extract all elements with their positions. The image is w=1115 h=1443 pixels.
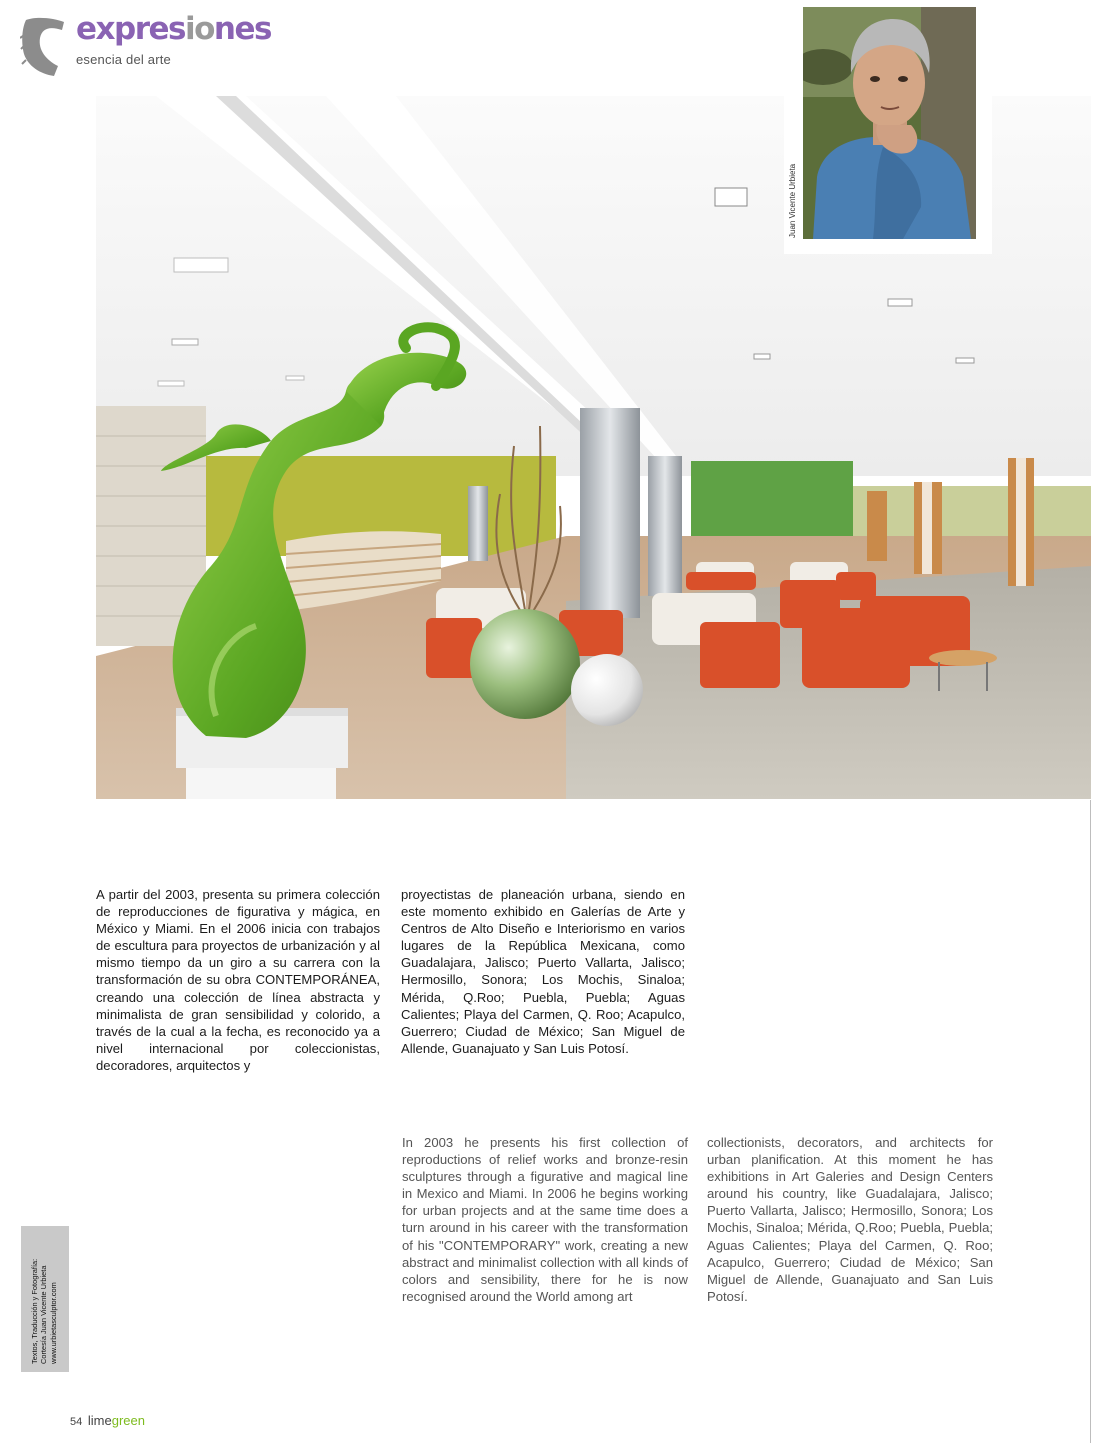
brush-stroke-icon: [20, 16, 66, 78]
credits-text: Textos, Traducción y Fotografía: Cortesía Juan Vicente Urbieta www.urbietasculptor.com: [30, 1224, 58, 1364]
author-portrait-photo: [803, 7, 976, 239]
article-es-column-2: proyectistas de planeación urbana, siendo en este momento exhibido en Galerías de Arte y Centros de Alto Diseño e Interiorismo en varios lugares de la República Mexicana, como Guadalajara, Jalisco; Puerto Vallarta, Jalisco; Hermosillo, Sonora; Los Mochis, Sinaloa; Mérida, Q.Roo; Puebla, Puebla; Aguas Calientes; Playa del Carmen, Q. Roo; Acapulco, Guerrero; Ciudad de México; San Miguel de Allende, Guanajuato y San Luis Potosí.: [401, 887, 685, 1056]
page-edge-rule: [1090, 800, 1091, 1443]
sculptor-website-link[interactable]: www.urbietasculptor.com: [48, 1282, 58, 1364]
section-tagline: esencia del arte: [76, 52, 171, 67]
magazine-section-logo: expresiones: [76, 11, 271, 47]
article-es-column-1: A partir del 2003, presenta su primera colección de reproducciones de figurativa y mágica, en México y Miami. En el 2006 inicia con trabajos de escultura para proyectos de urbanización y al mismo tiempo da un giro a su carrera con la transformación de su obra CONTEMPORÁNEA, creando una colección de línea abstracta y minimalista de gran sensibilidad y colorido, a través de la cual a la fecha, es reconocido ya a nivel internacional por coleccionistas, decoradores, arquitectos y: [96, 887, 380, 1073]
magazine-name: limegreen: [87, 1413, 145, 1428]
page-number: 54: [70, 1416, 83, 1428]
photo-credit: Juan Vicente Urbieta: [788, 163, 797, 238]
article-en-column-1: In 2003 he presents his first collection of reproductions of relief works and bronze-resin sculptures through a figurative and magical line in Mexico and Miami. In 2006 he begins working for urban projects and at the same time does a turn around in his career with the transformation of his "CONTEMPORARY" work, creating a new abstract and minimalist collection with all kinds of colors and sensibility, there for he is now recognised around the World among art: [402, 1135, 688, 1304]
article-en-column-2: collectionists, decorators, and architects for urban planification. At this moment he has exhibitions in Art Galeries and Design Centers around his country, like Guadalajara, Jalisco; Puerto Vallarta, Jalisco; Hermosillo, Sonora; Los Mochis, Sinaloa; Mérida, Q.Roo; Puebla, Puebla; Aguas Calientes; Playa del Carmen, Q. Roo; Acapulco, Guerrero; Ciudad de México; San Miguel de Allende, Guanajuato and San Luis Potosí.: [707, 1135, 993, 1304]
page-footer: [70, 1413, 145, 1428]
